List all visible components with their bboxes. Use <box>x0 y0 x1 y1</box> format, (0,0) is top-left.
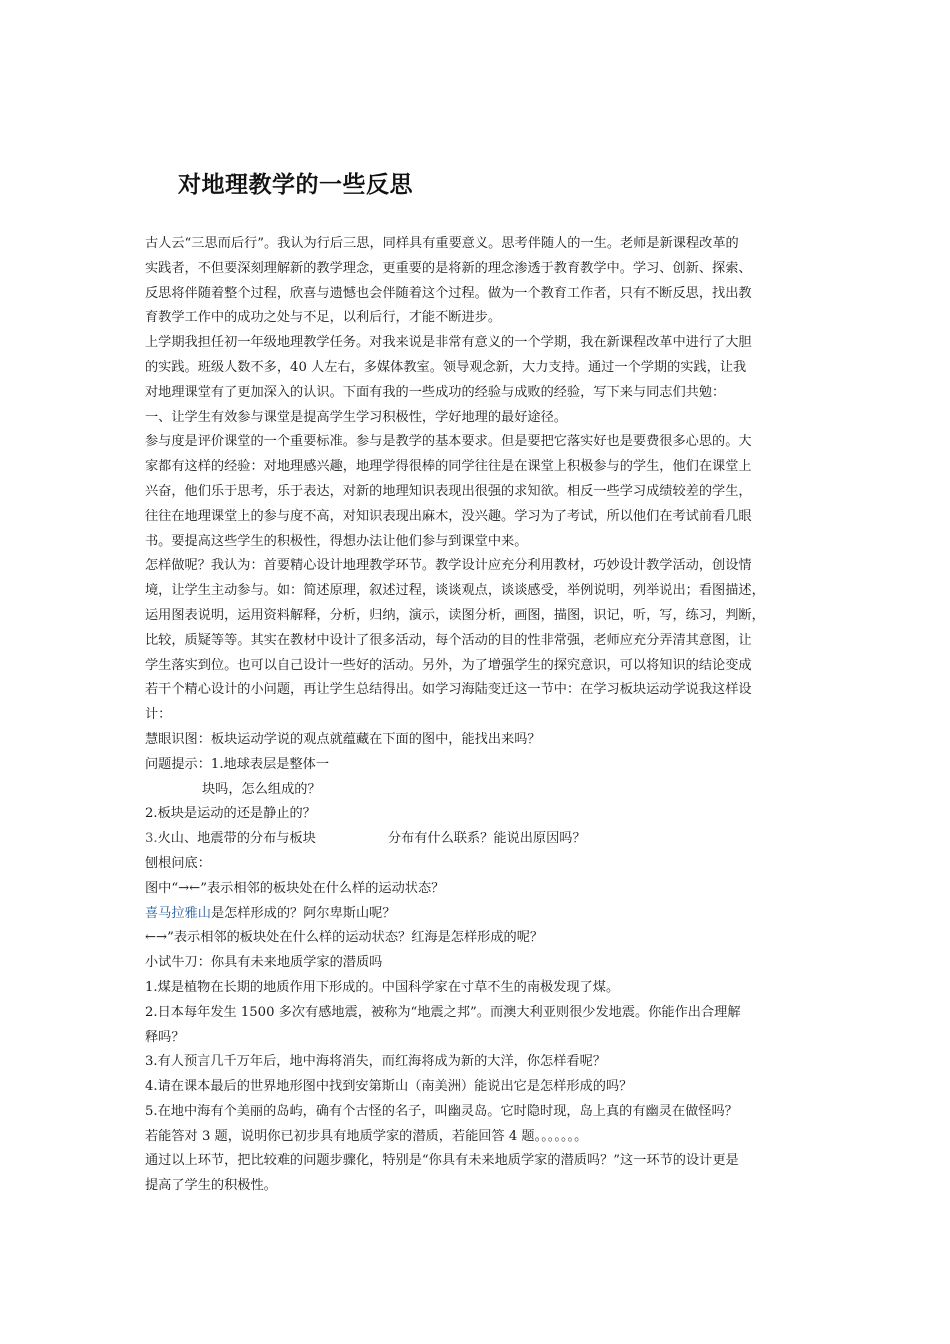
paragraph-line: 反思将伴随着整个过程，欣喜与遗憾也会伴随着这个过程。做为一个教育工作者，只有不断反思，找出教 <box>145 285 752 301</box>
paragraph-line: 育教学工作中的成功之处与不足，以利后行，才能不断进步。 <box>145 310 502 326</box>
paragraph-line: 上学期我担任初一年级地理教学任务。对我来说是非常有意义的一个学期，我在新课程改革中进行了大胆 <box>145 335 752 351</box>
paragraph-line: 境，让学生主动参与。如：简述原理，叙述过程，谈谈观点，谈谈感受，举例说明，列举说出；看图描述， <box>145 583 765 599</box>
question-line <box>145 827 815 852</box>
paragraph-line: 书。要提高这些学生的积极性，得想办法让他们参与到课堂中来。 <box>145 533 528 549</box>
question-text-part: 是怎样形成的？阿尔卑斯山呢？ <box>210 905 396 921</box>
list-item: 4.请在课本最后的世界地形图中找到安第斯山（南美洲）能说出它是怎样形成的吗？ <box>145 1079 633 1095</box>
question-text-part: 火山、地震带的分布与板块 <box>157 831 316 847</box>
activity-heading: 慧眼识图：板块运动学说的观点就蕴藏在下面的图中，能找出来吗？ <box>145 731 541 747</box>
list-item: 2.日本每年发生 1500 多次有感地震，被称为“地震之邦”。而澳大利亚则很少发地震。你能作出合理解 <box>145 1004 741 1020</box>
section-heading: 一、让学生有效参与课堂是提高学生学习积极性，学好地理的最好途径。 <box>145 409 567 425</box>
document-body <box>145 232 815 1199</box>
paragraph-line: 往往在地理课堂上的参与度不高，对知识表现出麻木，没兴趣。学习为了考试，所以他们在考试前看几眼 <box>145 508 752 524</box>
activity-heading: 刨根问底： <box>145 855 211 871</box>
paragraph-line: 运用图表说明，运用资料解释，分析，归纳，演示，读图分析，画图，描图，识记，听，写，练习，判断， <box>145 607 765 623</box>
question-line <box>145 902 815 927</box>
paragraph-line: 的实践。班级人数不多，40 人左右，多媒体教室。领导观念新，大力支持。通过一个学期的实践，让我 <box>145 359 747 375</box>
question-line: 图中“→←”表示相邻的板块处在什么样的运动状态？ <box>145 880 445 896</box>
paragraph-line: 怎样做呢？我认为：首要精心设计地理教学环节。教学设计应充分利用教材，巧妙设计教学活动，创设情 <box>145 558 752 574</box>
paragraph-line: 若能答对 3 题，说明你已初步具有地质学家的潜质，若能回答 4 题。。。。。。。 <box>145 1128 588 1144</box>
activity-heading: 小试牛刀：你具有未来地质学家的潜质吗 <box>145 955 383 971</box>
paragraph-line: 家都有这样的经验：对地理感兴趣，地理学得很棒的同学往往是在课堂上积极参与的学生，他们在课堂上 <box>145 459 752 475</box>
paragraph-line: 通过以上环节，把比较难的问题步骤化，特别是“你具有未来地质学家的潜质吗？”这一环节的设计更是 <box>145 1153 739 1169</box>
question-number: 3. <box>145 831 158 847</box>
paragraph-line: 古人云“三思而后行”。我认为行后三思，同样具有重要意义。思考伴随人的一生。老师是新课程改革的 <box>145 236 739 251</box>
list-item-continuation: 释吗？ <box>145 1029 185 1045</box>
question-text-part: 分布有什么联系？能说出原因吗？ <box>387 831 586 847</box>
paragraph-line: 兴奋，他们乐于思考，乐于表达，对新的地理知识表现出很强的求知欲。相反一些学习成绩较差的学生， <box>145 483 752 499</box>
paragraph-line: 计： <box>145 707 172 723</box>
question-hint-continuation: 块吗，怎么组成的？ <box>202 781 321 797</box>
paragraph-line: 若干个精心设计的小问题，再让学生总结得出。如学习海陆变迁这一节中：在学习板块运动学说我这样设 <box>145 682 752 698</box>
question-hint-line: 问题提示：1.地球表层是整体一 <box>145 756 330 772</box>
paragraph-line: 比较，质疑等等。其实在教材中设计了很多活动，每个活动的目的性非常强，老师应充分弄清其意图，让 <box>145 632 752 648</box>
paragraph-line: 对地理课堂有了更加深入的认识。下面有我的一些成功的经验与成败的经验，写下来与同志们共勉： <box>145 384 726 400</box>
question-line: 2.板块是运动的还是静止的？ <box>145 806 316 822</box>
question-line: ←→”表示相邻的板块处在什么样的运动状态？红海是怎样形成的呢？ <box>145 930 544 946</box>
list-item: 5.在地中海有个美丽的岛屿，确有个古怪的名子，叫幽灵岛。它时隐时现，岛上真的有幽灵在做怪吗？ <box>145 1103 738 1119</box>
list-item: 1.煤是植物在长期的地质作用下形成的。中国科学家在寸草不生的南极发现了煤。 <box>145 979 620 995</box>
himalaya-link[interactable]: 喜马拉雅山 <box>145 905 211 921</box>
paragraph-line: 实践者，不但要深刻理解新的教学理念，更重要的是将新的理念渗透于教育教学中。学习、创新、探索、 <box>145 260 752 276</box>
paragraph-line: 学生落实到位。也可以自己设计一些好的活动。另外，为了增强学生的探究意识，可以将知识的结论变成 <box>145 657 752 673</box>
document-title: 对地理教学的一些反思 <box>178 172 413 198</box>
paragraph-line: 参与度是评价课堂的一个重要标准。参与是教学的基本要求。但是要把它落实好也是要费很多心思的。大 <box>145 434 752 450</box>
list-item: 3.有人预言几千万年后，地中海将消失，而红海将成为新的大洋，你怎样看呢？ <box>145 1054 606 1070</box>
paragraph-line: 提高了学生的积极性。 <box>145 1178 277 1194</box>
